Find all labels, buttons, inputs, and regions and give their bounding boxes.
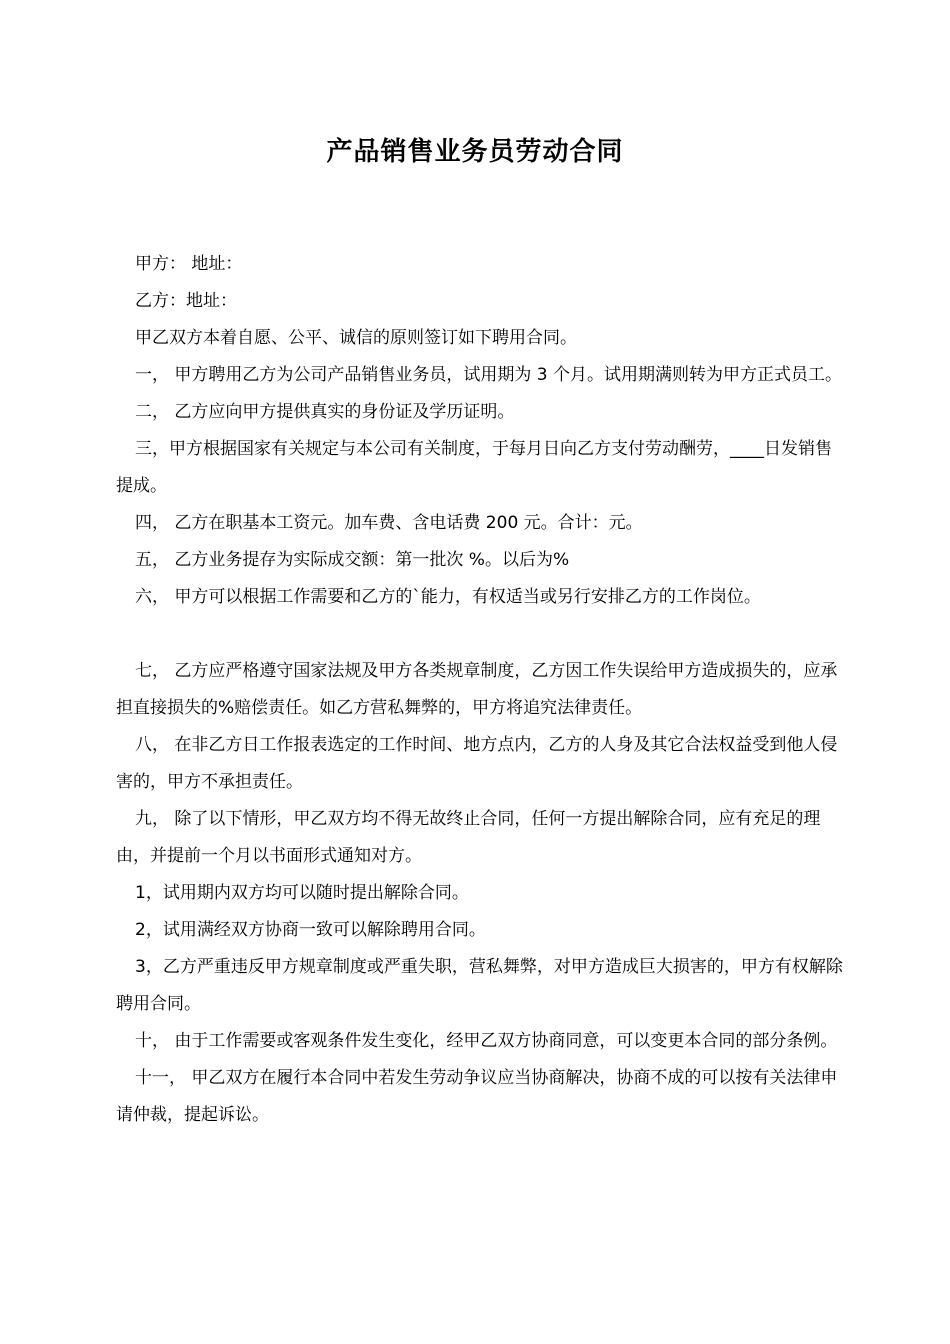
clause-9-item-1: 1，试用期内双方均可以随时提出解除合同。 bbox=[135, 883, 469, 903]
blank-line bbox=[116, 616, 846, 653]
clause-4: 四， 乙方在职基本工资元。加车费、含电话费 200 元。合计：元。 bbox=[135, 513, 643, 533]
document-title: 产品销售业务员劳动合同 bbox=[326, 137, 624, 167]
clause-6: 六， 甲方可以根据工作需要和乙方的`能力，有权适当或另行安排乙方的工作岗位。 bbox=[135, 587, 761, 607]
clause-9-item-3: 3，乙方严重违反甲方规章制度或严重失职，营私舞弊，对甲方造成巨大损害的，甲方有权解除聘用合同。 bbox=[116, 957, 843, 1014]
clause-7: 七， 乙方应严格遵守国家法规及甲方各类规章制度，乙方因工作失误给甲方造成损失的，应承担直接损失的%赔偿责任。如乙方营私舞弊的，甲方将追究法律责任。 bbox=[116, 661, 838, 718]
clause-9-item-2: 2，试用满经双方协商一致可以解除聘用合同。 bbox=[135, 920, 486, 940]
clause-9: 九， 除了以下情形，甲乙双方均不得无故终止合同，任何一方提出解除合同，应有充足的理由，并提前一个月以书面形式通知对方。 bbox=[116, 809, 821, 866]
party-a-line: 甲方： 地址： bbox=[135, 254, 243, 274]
clause-10: 十， 由于工作需要或客观条件发生变化，经甲乙双方协商同意，可以变更本合同的部分条例。 bbox=[135, 1031, 838, 1051]
clause-3: 三，甲方根据国家有关规定与本公司有关制度，于每月日向乙方支付劳动酬劳，____日发销售提成。 bbox=[116, 439, 832, 496]
clause-8: 八， 在非乙方日工作报表选定的工作时间、地方点内，乙方的人身及其它合法权益受到他人侵害的，甲方不承担责任。 bbox=[116, 735, 838, 792]
preamble: 甲乙双方本着自愿、公平、诚信的原则签订如下聘用合同。 bbox=[135, 328, 577, 348]
clause-11: 十一， 甲乙双方在履行本合同中若发生劳动争议应当协商解决，协商不成的可以按有关法律申请仲裁，提起诉讼。 bbox=[116, 1068, 838, 1125]
document-body bbox=[116, 246, 846, 1134]
party-b-line: 乙方：地址： bbox=[135, 291, 237, 311]
clause-2: 二， 乙方应向甲方提供真实的身份证及学历证明。 bbox=[135, 402, 515, 422]
clause-1: 一， 甲方聘用乙方为公司产品销售业务员，试用期为 3 个月。试用期满则转为甲方正式员工。 bbox=[135, 365, 843, 385]
clause-5: 五， 乙方业务提存为实际成交额：第一批次 %。以后为% bbox=[135, 550, 570, 570]
